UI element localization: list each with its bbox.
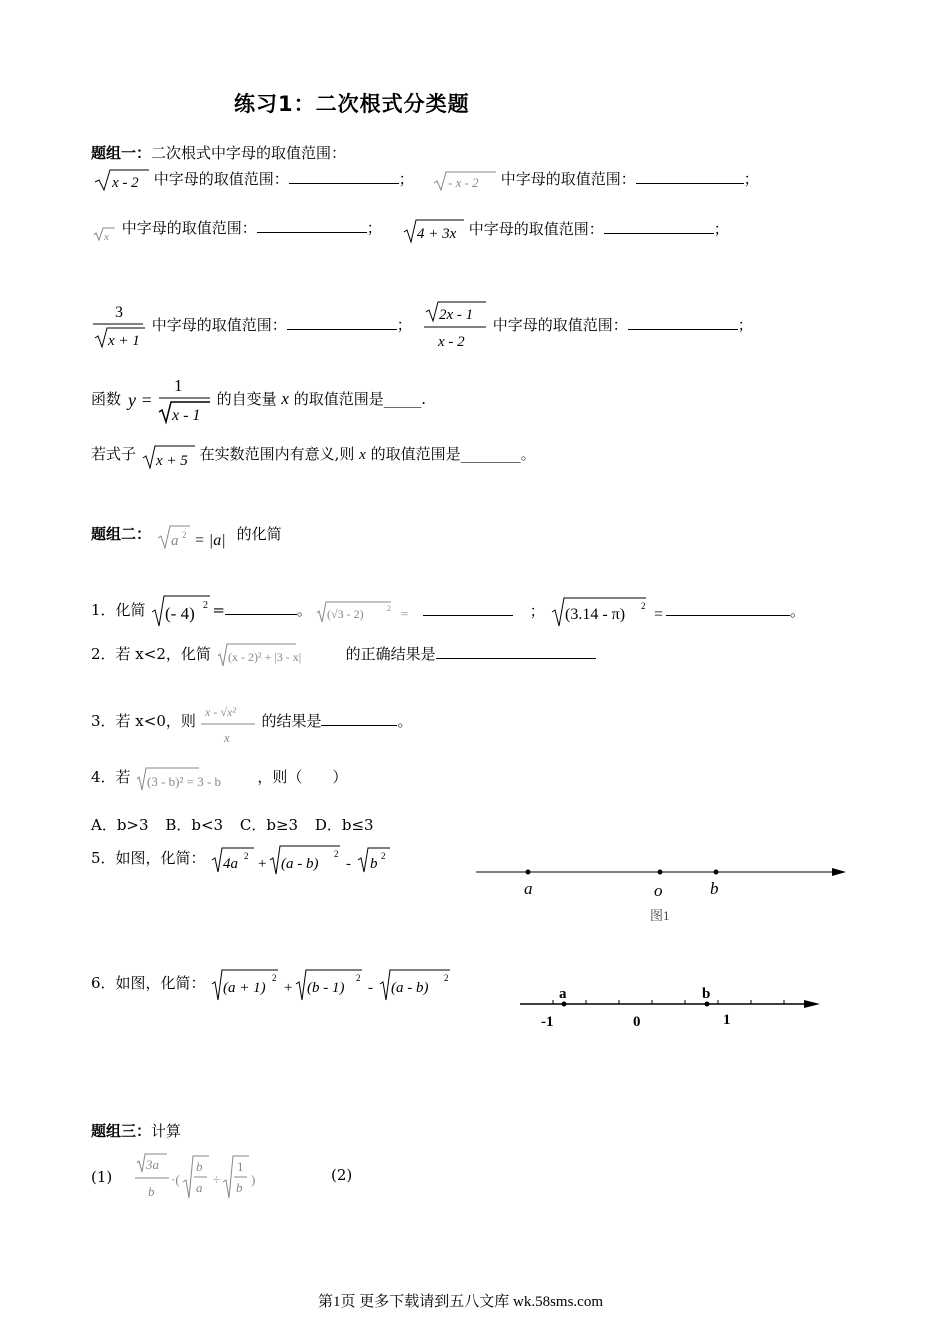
fig2-point-b	[705, 1002, 710, 1007]
number-line-figure-2	[518, 980, 822, 1032]
answer-blank-5[interactable]	[287, 315, 397, 330]
range-label-4: 中字母的取值范围：	[468, 220, 604, 238]
page-title: 练习1：二次根式分类题	[234, 92, 470, 116]
sep-1: ；	[398, 170, 414, 188]
q1-eq: =	[212, 601, 225, 619]
range-label-6: 中字母的取值范围：	[492, 316, 628, 334]
q4-option-d[interactable]: D．b≤3	[314, 816, 374, 834]
p1-label: (1)	[91, 1168, 113, 1186]
q3-blank[interactable]	[321, 711, 397, 726]
q3-end: 。	[397, 712, 413, 730]
frac1-num: 3	[115, 304, 123, 321]
q1-blank-2[interactable]	[423, 601, 513, 616]
q1-blank-1[interactable]	[225, 600, 297, 615]
func-suffix: 的取值范围是_____.	[293, 390, 426, 408]
sqrt-expr-q1a	[150, 594, 212, 628]
q6-expr1: (a + 1)	[223, 980, 266, 996]
group2-heading-desc: 的化简	[236, 525, 282, 543]
answer-blank-3[interactable]	[257, 218, 367, 233]
svg-text:2: 2	[181, 530, 187, 540]
sqrt-expr-q1c	[550, 596, 666, 628]
group2-heading-row	[91, 518, 282, 552]
sqrt-expr-q1b	[315, 598, 423, 626]
g1-row3b	[424, 300, 753, 352]
fig2-label-a: a	[559, 986, 567, 1002]
range-label-3: 中字母的取值范围：	[121, 219, 257, 237]
fig1-point-a	[526, 870, 531, 875]
func-mid: 的自变量	[216, 390, 277, 408]
answer-blank-2[interactable]	[636, 169, 744, 184]
group1-heading-desc: 二次根式中字母的取值范围：	[151, 144, 347, 162]
group1-heading-row	[91, 142, 346, 163]
sqrt-expr-q6	[210, 966, 456, 1002]
frac2-den: x - 2	[438, 334, 465, 350]
question-1c	[550, 596, 805, 628]
sqrt-sign-icon	[432, 168, 496, 192]
range-label-1: 中字母的取值范围：	[153, 170, 289, 188]
cond-suffix: 在实数范围内有意义,则	[199, 445, 355, 463]
sqrt-sign-icon	[93, 216, 117, 242]
p1-num: 3a	[146, 1157, 160, 1172]
g1-row1b	[432, 168, 759, 192]
expr1: x - 2	[112, 175, 139, 191]
cond-prefix: 若式子	[91, 445, 137, 463]
sep-5: ；	[396, 316, 412, 334]
sep-2: ；	[743, 170, 759, 188]
q2-blank[interactable]	[436, 644, 596, 659]
fraction-expr-q3	[201, 696, 257, 748]
question-1b	[315, 598, 545, 626]
sep-6: ；	[737, 316, 753, 334]
fig1-arrow-icon	[832, 868, 846, 876]
question-3	[91, 696, 412, 748]
svg-text:2: 2	[334, 849, 339, 859]
q5-minus: -	[346, 856, 352, 872]
q4-expr: (3 - b)² = 3 - b	[147, 774, 222, 789]
group3-heading-row	[91, 1120, 181, 1141]
group3-problem-2	[331, 1166, 352, 1184]
fig1-caption: 图1	[650, 908, 670, 923]
fig2-tick-0: 0	[633, 1014, 641, 1030]
p2-label: (2)	[331, 1166, 353, 1184]
g1-row2	[93, 216, 382, 242]
q6-expr3: (a - b)	[391, 980, 429, 996]
p1-frac1-den: a	[196, 1180, 203, 1195]
fraction-expr-2	[424, 300, 488, 352]
formula-lhs: a	[170, 533, 179, 549]
sep-4: ；	[713, 220, 729, 238]
sqrt-sign-icon	[402, 216, 464, 244]
fig2-tick-1: 1	[723, 1012, 731, 1028]
sqrt-identity-formula	[156, 518, 232, 552]
q4-option-b[interactable]: B．b<3	[165, 816, 224, 834]
frac2-num: 2x - 1	[439, 307, 474, 323]
formula-rhs: = |a|	[193, 532, 226, 549]
q6-plus: +	[284, 980, 293, 996]
func-y: y =	[127, 390, 153, 410]
fig1-label-a: a	[524, 879, 533, 898]
func-den: x - 1	[171, 407, 201, 424]
group2-heading: 题组二：	[91, 525, 152, 543]
range-label-2: 中字母的取值范围：	[500, 170, 636, 188]
group3-problem-1	[91, 1152, 267, 1204]
g1-condition	[91, 440, 536, 470]
q1-sep: ；	[529, 602, 545, 620]
sep-3: ；	[366, 219, 382, 237]
svg-text:2: 2	[203, 600, 209, 611]
g1-row2b	[402, 216, 729, 244]
p1-div: ÷	[213, 1172, 221, 1187]
g1-row3	[93, 300, 412, 352]
fig2-tick-neg1: -1	[541, 1014, 554, 1030]
cond-expr: x + 5	[155, 453, 188, 469]
sqrt-expr-q4	[135, 762, 257, 794]
func-var: x	[281, 389, 289, 408]
func-prefix: 函数	[91, 390, 122, 408]
q4-suffix: ，则（ ）	[257, 768, 348, 786]
q4-options	[91, 814, 374, 835]
q6-minus: -	[368, 980, 374, 996]
sqrt-expr-q2	[216, 640, 346, 670]
number-line-figure-1	[476, 858, 848, 932]
q6-label: 6．如图，化简：	[91, 974, 206, 992]
range-label-5: 中字母的取值范围：	[151, 316, 287, 334]
svg-text:2: 2	[272, 973, 277, 983]
page-footer: 第1页 更多下载请到五八文库 wk.58sms.com	[318, 1294, 604, 1310]
fig1-label-o: o	[654, 881, 663, 900]
func-num: 1	[173, 376, 183, 395]
q1-blank-3[interactable]	[666, 601, 790, 616]
svg-text:2: 2	[381, 851, 386, 861]
group3-heading-desc: 计算	[151, 1122, 182, 1140]
p1-frac2-num: 1	[237, 1159, 244, 1174]
g1-row1	[93, 168, 414, 192]
q1-label: 1．化简	[91, 601, 146, 619]
function-expr	[126, 374, 212, 426]
q2-suffix: 的正确结果是	[345, 645, 436, 663]
group1-heading: 题组一：	[91, 144, 152, 162]
cond-var: x	[359, 447, 366, 463]
q2-expr: (x - 2)² + |3 - x|	[227, 650, 301, 664]
svg-text:2: 2	[356, 973, 361, 983]
expr2: - x - 2	[448, 175, 479, 190]
q2-label: 2．若 x<2，化简	[91, 645, 211, 663]
svg-text:2: 2	[387, 604, 391, 613]
expr4: 4 + 3x	[417, 226, 457, 242]
p1-frac2-den: b	[236, 1180, 243, 1195]
q1-end: 。	[790, 602, 806, 620]
answer-blank-1[interactable]	[289, 169, 399, 184]
q4-label: 4．若	[91, 768, 131, 786]
question-4	[91, 762, 347, 794]
q3-den: x	[223, 730, 230, 745]
q3-label: 3．若 x<0，则	[91, 712, 196, 730]
fraction-expr-1	[93, 300, 147, 352]
q3-num: x - √x²	[204, 705, 236, 719]
svg-text:2: 2	[244, 851, 249, 861]
g1-function	[91, 374, 426, 426]
group3-heading: 题组三：	[91, 1122, 152, 1140]
fig1-label-b: b	[710, 879, 719, 898]
q5-expr1: 4a	[223, 856, 239, 872]
q5-expr2: (a - b)	[281, 856, 319, 872]
p1-close: )	[251, 1172, 256, 1187]
fig2-point-a	[562, 1002, 567, 1007]
frac1-den: x + 1	[108, 333, 140, 349]
svg-text:2: 2	[641, 601, 646, 611]
cond-end: 的取值范围是________。	[370, 445, 536, 463]
fig2-label-b: b	[702, 986, 711, 1002]
p1-den: b	[148, 1184, 155, 1199]
q1-expr2: (√3 - 2)	[327, 607, 364, 621]
q5-label: 5．如图，化简：	[91, 849, 206, 867]
p1-dot: ·(	[171, 1172, 180, 1187]
q4-option-c[interactable]: C．b≥3	[239, 816, 299, 834]
question-2	[91, 640, 596, 670]
expr3: x	[104, 231, 109, 242]
sqrt-expr-q5	[210, 842, 396, 876]
sqrt-sign-icon	[141, 440, 195, 470]
p1-frac1-num: b	[196, 1159, 203, 1174]
question-1	[91, 594, 312, 628]
q1-expr3: (3.14 - π)	[565, 606, 626, 623]
fig1-point-b	[714, 870, 719, 875]
q3-suffix: 的结果是	[261, 712, 322, 730]
q5-plus: +	[258, 856, 267, 872]
svg-text:2: 2	[444, 973, 449, 983]
q5-expr3: b	[370, 856, 378, 872]
q1-eq3: =	[654, 606, 664, 623]
q1-expr1: (- 4)	[165, 604, 196, 623]
answer-blank-6[interactable]	[628, 315, 738, 330]
fig1-point-o	[658, 870, 663, 875]
fig2-arrow-icon	[804, 1000, 820, 1008]
q4-option-a[interactable]: A．b>3	[91, 816, 149, 834]
sqrt-sign-icon	[93, 168, 149, 192]
q6-expr2: (b - 1)	[307, 980, 345, 996]
answer-blank-4[interactable]	[604, 219, 714, 234]
calc-expr-p1	[135, 1152, 267, 1204]
question-6	[91, 966, 456, 1002]
q1-dot: 。	[296, 601, 312, 619]
q1-eq2: =	[401, 606, 409, 621]
question-5	[91, 842, 396, 876]
